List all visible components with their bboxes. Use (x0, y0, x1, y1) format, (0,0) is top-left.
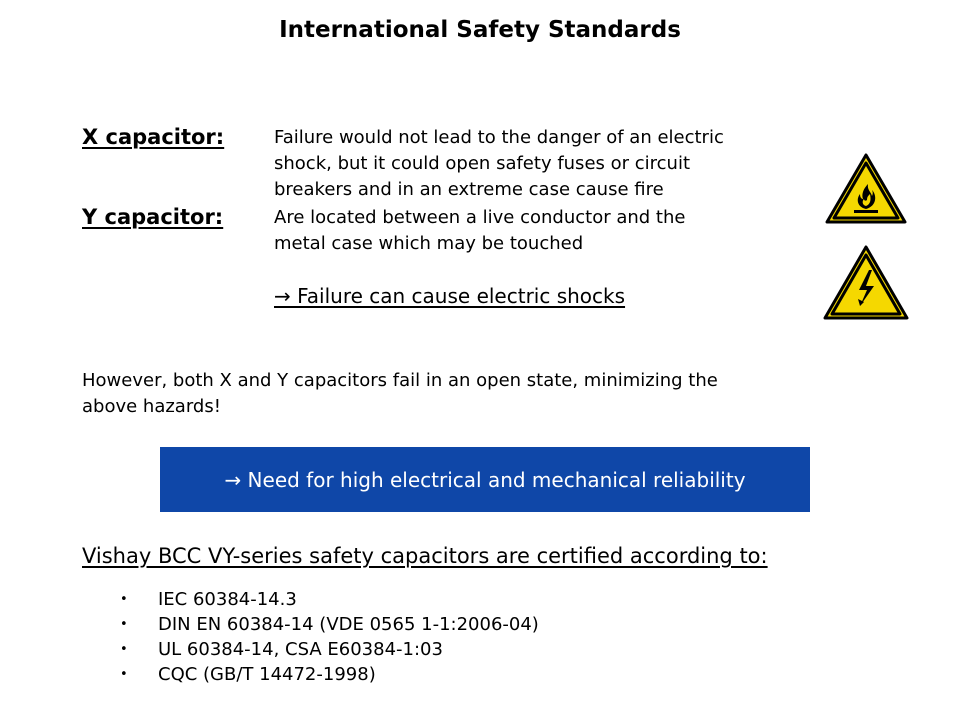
bullet-icon: • (120, 667, 128, 682)
y-capacitor-definition (274, 205, 685, 257)
reliability-callout (160, 447, 810, 512)
x-capacitor-definition (274, 125, 724, 203)
x-capacitor-term: X capacitor: (82, 125, 225, 149)
list-item (114, 637, 539, 662)
certification-item: UL 60384-14, CSA E60384-1:03 (158, 639, 443, 660)
high-voltage-warning-icon (822, 244, 910, 322)
certification-item: CQC (GB/T 14472-1998) (158, 664, 376, 685)
x-capacitor-line: Failure would not lead to the danger of an electric (274, 127, 724, 148)
bullet-icon: • (120, 592, 128, 607)
certification-item: IEC 60384-14.3 (158, 589, 297, 610)
y-capacitor-consequence: → Failure can cause electric shocks (274, 284, 626, 308)
however-paragraph (82, 368, 718, 420)
certification-list (114, 587, 539, 687)
list-item (114, 612, 539, 637)
however-line: However, both X and Y capacitors fail in an open state, minimizing the (82, 370, 718, 391)
reliability-callout-text: → Need for high electrical and mechanical reliability (224, 467, 746, 492)
certification-item: DIN EN 60384-14 (VDE 0565 1-1:2006-04) (158, 614, 539, 635)
list-item (114, 587, 539, 612)
page-title: International Safety Standards (279, 17, 681, 43)
list-item (114, 662, 539, 687)
y-capacitor-line: metal case which may be touched (274, 233, 584, 254)
fire-warning-icon (824, 152, 908, 226)
y-capacitor-term: Y capacitor: (82, 205, 224, 229)
x-capacitor-line: breakers and in an extreme case cause fire (274, 179, 664, 200)
however-line: above hazards! (82, 396, 221, 417)
bullet-icon: • (120, 642, 128, 657)
y-capacitor-line: Are located between a live conductor and the (274, 207, 686, 228)
x-capacitor-line: shock, but it could open safety fuses or circuit (274, 153, 691, 174)
certification-heading: Vishay BCC VY-series safety capacitors are certified according to: (82, 544, 768, 568)
bullet-icon: • (120, 617, 128, 632)
